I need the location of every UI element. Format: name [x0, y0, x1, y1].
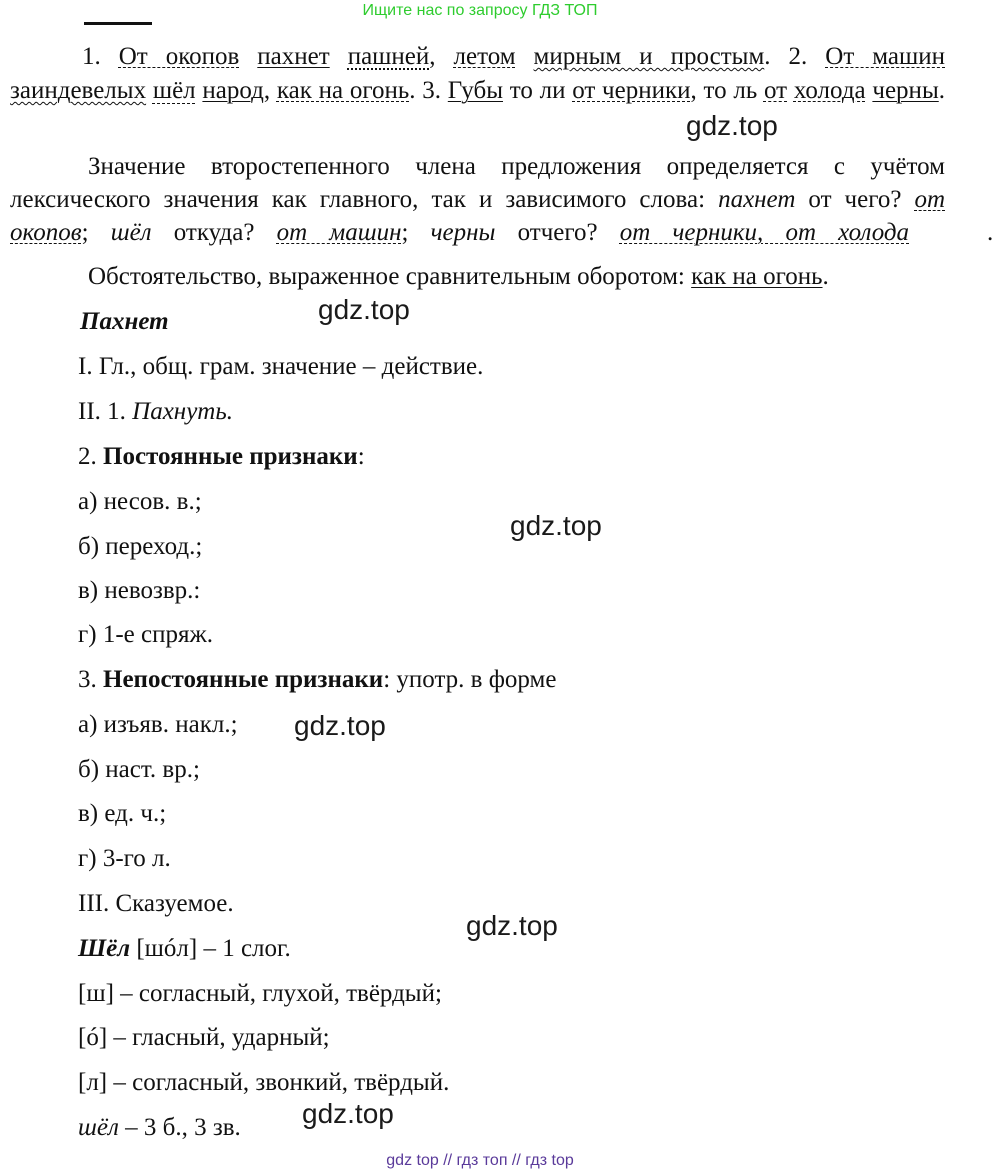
answer-from-trenches: от окопов: [10, 186, 946, 246]
analysis-line-num: 3.: [78, 666, 97, 693]
analysis-line: г) 1-е спряж.: [78, 621, 213, 648]
analysis-line: I. Гл., общ. грам. значение – действие.: [78, 353, 484, 380]
sentence-number: 2.: [788, 43, 808, 70]
word-smells: пахнет: [718, 186, 796, 213]
analysis-line: [78, 663, 556, 696]
word-black: черны: [430, 219, 496, 246]
question: от чего?: [808, 186, 902, 213]
footer-links[interactable]: gdz top // гдз топ // гдз top: [386, 1152, 574, 1169]
nonpermanent-features-heading: Непостоянные признаки: [103, 666, 384, 693]
definition-peaceful-simple: мирным и простым: [533, 43, 765, 70]
answer-from-machines: от машин: [276, 219, 402, 246]
sentence-number: 1.: [82, 43, 101, 70]
predicate-smells: пахнет: [257, 43, 330, 70]
text-fragment: то ли: [509, 77, 566, 104]
adverbial-summer: летом: [453, 43, 516, 70]
adverbial-from-trenches: От окопов: [118, 43, 240, 70]
adverbial-from-cold-a: от: [763, 77, 788, 104]
punctuation: ,: [429, 43, 436, 70]
text-fragment: , то ль: [690, 77, 758, 104]
analysis-line: г) 3-го л.: [78, 845, 171, 872]
comparative-phrase-ref: как на огонь: [691, 263, 823, 290]
analysis-line-num: 2.: [78, 443, 97, 470]
comparative-phrase: как на огонь: [276, 77, 410, 104]
analysis-line: в) ед. ч.;: [78, 800, 167, 827]
predicate-black: черны: [872, 77, 939, 104]
site-banner[interactable]: Ищите нас по запросу ГДЗ ТОП: [362, 2, 598, 19]
analysis-line: б) наст. вр.;: [78, 756, 200, 783]
explanation-paragraph: Значение второстепенного члена предложения определяется с учётом лексического значения как главного, так и зависимого слова: пахнет от чего? от окопов; шёл откуда? от машин; черны отчего? от черники, от холода .: [10, 153, 993, 246]
phonetic-title: [78, 932, 291, 965]
task-marker-line: [84, 22, 152, 25]
adverbial-from-cold-b: холода: [793, 77, 866, 104]
definition-frosted: заиндевелых: [10, 77, 147, 104]
letters-sounds-count: – 3 б., 3 зв.: [125, 1114, 241, 1141]
analysis-line: [78, 395, 233, 428]
watermark: gdz.top: [510, 510, 602, 541]
analysis-title-smells: Пахнет: [80, 308, 169, 335]
object-plough-land: пашней: [347, 43, 430, 70]
word-walked: шёл: [110, 219, 152, 246]
analysis-title-walked: Шёл: [78, 935, 131, 962]
punctuation: .: [938, 77, 945, 104]
watermark: gdz.top: [318, 294, 410, 325]
watermark: gdz.top: [302, 1098, 394, 1129]
punctuation: :: [357, 443, 365, 470]
predicate-walked: шёл: [152, 77, 196, 104]
analysis-line: [ш] – согласный, глухой, твёрдый;: [78, 980, 442, 1007]
comparative-note: Обстоятельство, выраженное сравнительным оборотом: как на огонь.: [88, 263, 829, 290]
analysis-line: а) изъяв. накл.;: [78, 711, 238, 738]
word-walked: шёл: [78, 1114, 119, 1141]
analysis-line: III. Сказуемое.: [78, 890, 234, 917]
punctuation: .: [764, 43, 771, 70]
watermark: gdz.top: [466, 910, 558, 941]
analysis-line: [78, 1111, 241, 1144]
analysis-line: [ó] – гласный, ударный;: [78, 1024, 330, 1051]
subject-people: народ: [202, 77, 264, 104]
punctuation: .: [409, 77, 416, 104]
watermark: gdz.top: [686, 110, 778, 141]
transcription: [шóл] – 1 слог.: [136, 935, 291, 962]
adverbial-from-machines: От машин: [825, 43, 945, 70]
analysis-line-num: II. 1.: [78, 398, 126, 425]
explanation-text: Значение второстепенного члена предложения определяется с учётом лексического значения как главного, так и зависимого слова:: [10, 153, 945, 213]
example-sentences: 1. От окопов пахнет пашней, летом мирным и простым. 2. От машин заиндевелых шёл народ, как на огонь. 3. Губы то ли от черники, то ль от холода черны.: [10, 43, 945, 104]
watermark: gdz.top: [294, 710, 386, 741]
analysis-line: [78, 440, 365, 473]
analysis-line: б) переход.;: [78, 533, 203, 560]
adverbial-from-berries: от черники: [572, 77, 691, 104]
analysis-line-rest: : употр. в форме: [383, 666, 557, 693]
analysis-line: [л] – согласный, звонкий, твёрдый.: [78, 1069, 450, 1096]
question: отчего?: [517, 219, 598, 246]
question: откуда?: [173, 219, 255, 246]
analysis-line: а) несов. в.;: [78, 488, 202, 515]
answer-from-berries-cold: от черники, от холода: [619, 219, 910, 246]
subject-lips: Губы: [447, 77, 503, 104]
sentence-number: 3.: [422, 77, 442, 104]
comparative-note-text: Обстоятельство, выраженное сравнительным оборотом:: [88, 263, 685, 290]
analysis-line: в) невозвр.:: [78, 577, 201, 604]
permanent-features-heading: Постоянные признаки: [103, 443, 358, 470]
initial-form: Пахнуть.: [132, 398, 233, 425]
